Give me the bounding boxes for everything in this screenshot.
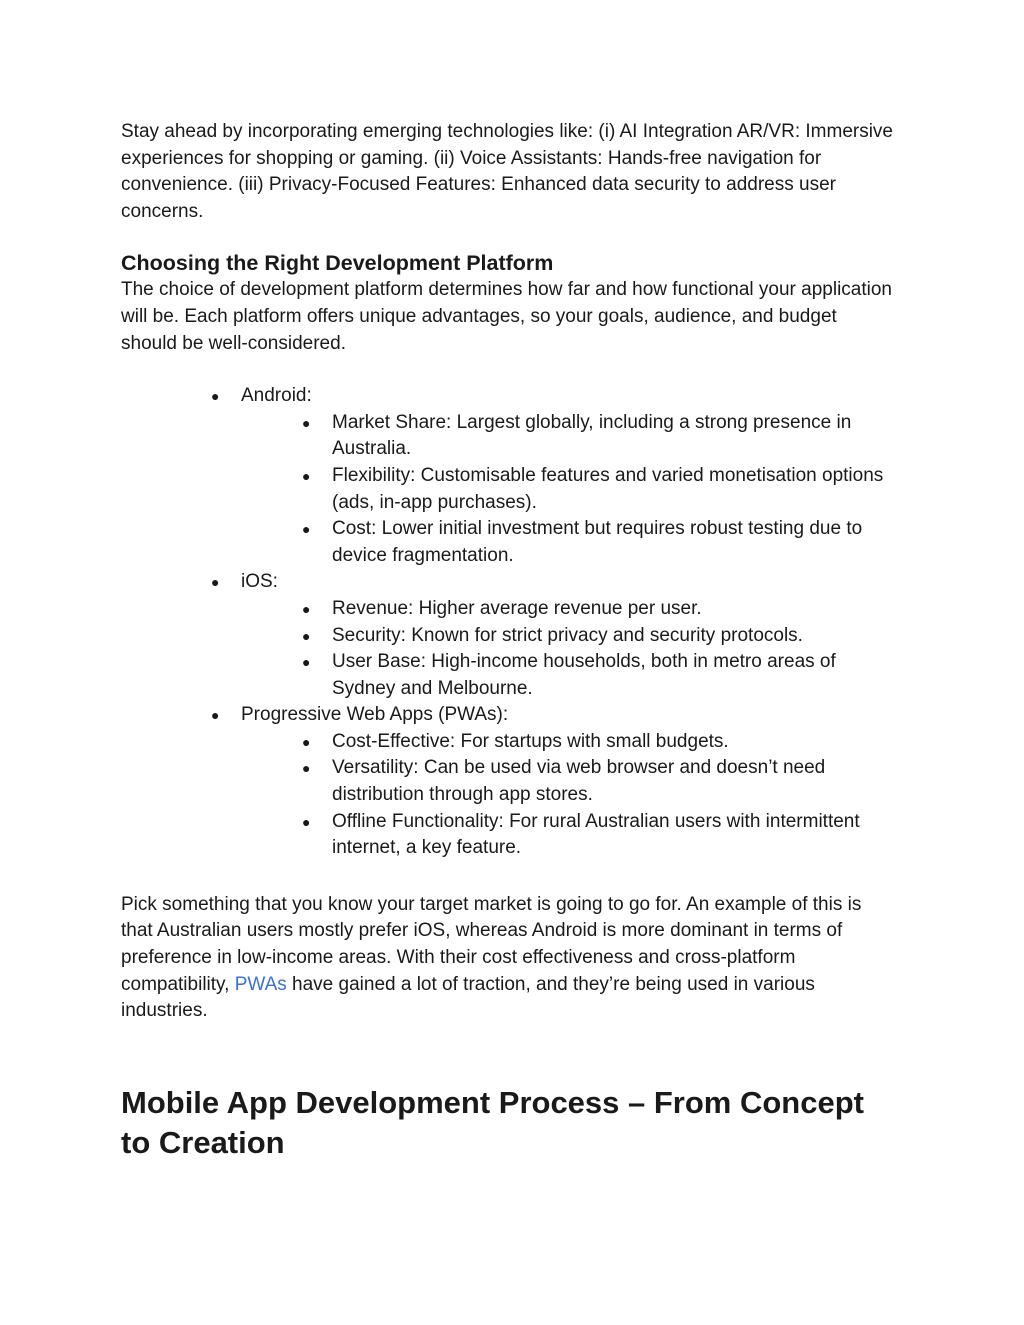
platform-list [211,383,896,862]
list-item [302,729,896,756]
bullet-icon: ● [302,654,311,671]
list-item [302,463,896,516]
platform-section-heading: Choosing the Right Development Platform [121,251,554,276]
closing-paragraph [121,892,896,1025]
bullet-icon: ● [302,813,311,830]
list-item-text: Security: Known for strict privacy and security protocols. [332,624,803,646]
list-item-text: Versatility: Can be used via web browser and doesn’t need distribution through app stores. [332,757,826,806]
platform-item-pwa [211,702,896,862]
list-item-text: Flexibility: Customisable features and varied monetisation options (ads, in-app purchases). [332,464,884,513]
pwas-link[interactable]: PWAs [234,973,287,995]
bullet-icon: ● [211,574,220,591]
platform-item-ios [211,569,896,702]
platform-points [302,729,896,862]
platform-name: Progressive Web Apps (PWAs): [241,704,509,726]
list-item-text: Revenue: Higher average revenue per user. [332,597,702,619]
platform-section-paragraph: The choice of development platform determines how far and how functional your application will be. Each platform offers unique advantages, so your goals, audience, and budget should be well-considered. [121,279,892,354]
platform-name: iOS: [241,571,278,593]
list-item [302,809,896,862]
bullet-icon: ● [302,733,311,750]
list-item [302,596,896,623]
intro-paragraph: Stay ahead by incorporating emerging technologies like: (i) AI Integration AR/VR: Immersive experiences for shopping or gaming. (ii) Voice Assistants: Hands-free navigation for convenience. (iii) Privacy-Focused Features: Enhanced data security to address user concerns. [121,121,893,222]
list-item [302,755,896,808]
list-item [302,516,896,569]
list-item-text: User Base: High-income households, both in metro areas of Sydney and Melbourne. [332,651,836,699]
list-item-text: Offline Functionality: For rural Australian users with intermittent internet, a key feature. [332,810,860,859]
document-content [121,119,896,1163]
list-item-text: Market Share: Largest globally, including a strong presence in Australia. [332,411,852,460]
bullet-icon: ● [211,707,220,724]
list-item [302,623,896,650]
platform-name: Android: [241,385,312,407]
list-item-text: Cost: Lower initial investment but requires robust testing due to device fragmentation. [332,518,863,566]
bullet-icon: ● [302,760,311,777]
closing-text-before: Pick something that you know your target market is going to go for. An example of this is that Australian users mostly prefer iOS, whereas Android is more dominant in terms of preference in low-income areas. With their cost effectiveness and cross-platform compatibility, [121,893,862,995]
list-item-text: Cost-Effective: For startups with small budgets. [332,730,729,752]
list-item [302,410,896,463]
bullet-icon: ● [211,388,220,405]
bullet-icon: ● [302,467,311,484]
platform-points [302,410,896,570]
closing-text-after: have gained a lot of traction, and they’re being used in various industries. [121,973,815,1022]
platform-points [302,596,896,702]
bullet-icon: ● [302,414,311,431]
bullet-icon: ● [302,600,311,617]
bullet-icon: ● [302,521,311,538]
bullet-icon: ● [302,627,311,644]
list-item [302,649,896,702]
next-section-heading: Mobile App Development Process – From Concept to Creation [121,1084,864,1160]
platform-item-android [211,383,896,569]
